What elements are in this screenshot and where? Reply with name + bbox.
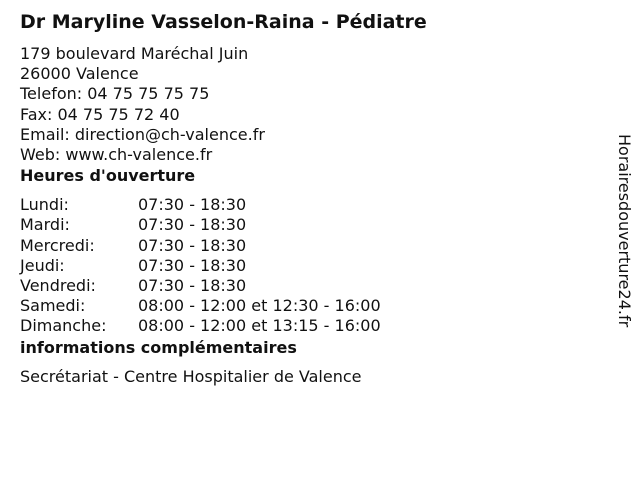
hours-row-tuesday (20, 215, 590, 235)
hours-row-sunday (20, 316, 590, 336)
time-range: 07:30 - 18:30 (138, 195, 247, 215)
hours-heading: Heures d'ouverture (20, 166, 196, 186)
listing-content (20, 9, 590, 387)
hours-row-friday (20, 276, 590, 296)
day-label: Mardi: (20, 215, 70, 235)
email-address: Email: direction@ch-valence.fr (20, 124, 265, 144)
time-range: 07:30 - 18:30 (138, 276, 247, 296)
day-label: Vendredi: (20, 276, 96, 296)
time-range: 08:00 - 12:00 et 12:30 - 16:00 (138, 296, 381, 316)
fax-number: Fax: 04 75 75 72 40 (20, 104, 180, 124)
hours-row-wednesday (20, 236, 590, 256)
day-label: Mercredi: (20, 235, 95, 255)
hours-row-monday (20, 195, 590, 215)
time-range: 08:00 - 12:00 et 13:15 - 16:00 (138, 316, 381, 336)
day-label: Lundi: (20, 195, 69, 215)
hours-table (20, 195, 590, 336)
time-range: 07:30 - 18:30 (138, 255, 247, 275)
address-block (20, 44, 590, 165)
time-range: 07:30 - 18:30 (138, 235, 247, 255)
day-label: Samedi: (20, 296, 86, 316)
phone-number: Telefon: 04 75 75 75 75 (20, 84, 210, 104)
street-address: 179 boulevard Maréchal Juin (20, 44, 249, 63)
site-watermark-label: Horairesdouverture24.fr (615, 134, 634, 328)
day-label: Jeudi: (20, 255, 65, 275)
page-title: Dr Maryline Vasselon-Raina - Pédiatre (20, 11, 427, 33)
hours-row-thursday (20, 256, 590, 276)
day-label: Dimanche: (20, 316, 107, 336)
city-address: 26000 Valence (20, 64, 139, 84)
hours-row-saturday (20, 296, 590, 316)
info-text: Secrétariat - Centre Hospitalier de Valence (20, 366, 362, 386)
info-heading: informations complémentaires (20, 337, 297, 357)
time-range: 07:30 - 18:30 (138, 215, 247, 235)
website: Web: www.ch-valence.fr (20, 145, 213, 165)
